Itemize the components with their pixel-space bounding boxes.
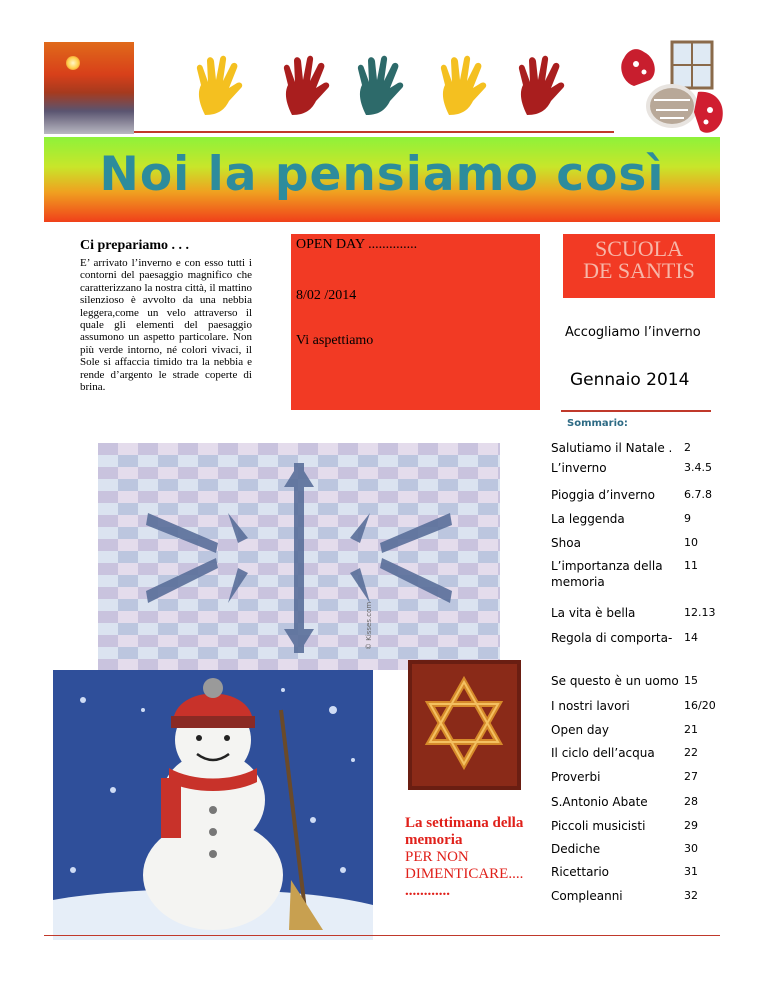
memoria-line3: ............ bbox=[405, 883, 450, 899]
toc-item-label[interactable]: L’importanza della memoria bbox=[551, 559, 663, 589]
teal-hand-icon bbox=[354, 55, 406, 117]
toc-item-label[interactable]: S.Antonio Abate bbox=[551, 795, 648, 809]
snowflake-image bbox=[98, 443, 500, 670]
memoria-line1: La settimana della memoria bbox=[405, 815, 524, 848]
image-credit bbox=[365, 638, 373, 650]
toc-item-page: 9 bbox=[684, 512, 691, 525]
toc-item-page: 22 bbox=[684, 746, 698, 759]
toc-item-page: 21 bbox=[684, 723, 698, 736]
toc-item-label[interactable]: Pioggia d’inverno bbox=[551, 488, 655, 502]
toc-item-label[interactable]: Dediche bbox=[551, 842, 601, 856]
toc-item-page: 28 bbox=[684, 795, 698, 808]
toc-item-page: 29 bbox=[684, 819, 698, 832]
red-hand-icon bbox=[280, 55, 332, 117]
toc-item-page: 32 bbox=[684, 889, 698, 902]
article-heading: Ci prepariamo . . . bbox=[80, 238, 190, 253]
article-body: E’ arrivato l’inverno e con esso tutti i contorni del paesaggio magnifico che caratterizzano la nostra città, il mattino silenzioso è avvolto da una nebbia leggera,come un velo attraverso il quale gli elementi del paesaggio assumono un aspetto particolare. Non più verde intorno, né colori vivaci, il Sole si affaccia timido tra la nebbia e rende d’argento le strade coperte di brina. bbox=[80, 257, 252, 394]
memoria-callout bbox=[405, 815, 535, 900]
toc-item-page: 2 bbox=[684, 441, 691, 454]
toc-item-page: 6.7.8 bbox=[684, 488, 712, 501]
footer-divider bbox=[44, 935, 720, 936]
toc-item-label[interactable]: Regola di comporta- bbox=[551, 631, 673, 645]
toc-item-page: 3.4.5 bbox=[684, 461, 712, 474]
toc-item-label[interactable]: Il ciclo dell’acqua bbox=[551, 746, 655, 760]
toc-item-label[interactable]: Open day bbox=[551, 723, 609, 737]
school-name-line2: DE SANTIS bbox=[583, 258, 695, 283]
issue-date: Gennaio 2014 bbox=[570, 370, 690, 390]
toc-item-label[interactable]: I nostri lavori bbox=[551, 699, 630, 713]
red-hand-icon bbox=[515, 55, 567, 117]
toc-item-page: 11 bbox=[684, 559, 698, 572]
toc-item-label[interactable]: La leggenda bbox=[551, 512, 625, 526]
toc-item-label[interactable]: Piccoli musicisti bbox=[551, 819, 646, 833]
pinecone-mitten-image bbox=[614, 40, 732, 138]
toc-item-page: 27 bbox=[684, 770, 698, 783]
toc-item-label[interactable]: L’inverno bbox=[551, 461, 607, 475]
motto: Accogliamo l’inverno bbox=[565, 325, 701, 340]
star-of-david-image bbox=[408, 660, 521, 790]
page-title: Noi la pensiamo così bbox=[99, 147, 665, 202]
toc-item-label[interactable]: Se questo è un uomo bbox=[551, 674, 679, 688]
openday-box bbox=[291, 234, 540, 410]
school-name-box bbox=[563, 234, 715, 298]
toc-item-page: 15 bbox=[684, 674, 698, 687]
toc-item-page: 16/20 bbox=[684, 699, 716, 712]
memoria-line2: PER NON DIMENTICARE.... bbox=[405, 849, 524, 882]
toc-item-page: 12.13 bbox=[684, 606, 716, 619]
toc-item-label[interactable]: Salutiamo il Natale . bbox=[551, 441, 673, 455]
issue-divider bbox=[561, 410, 711, 412]
toc-item-page: 10 bbox=[684, 536, 698, 549]
toc-item-page: 30 bbox=[684, 842, 698, 855]
toc-item-page: 14 bbox=[684, 631, 698, 644]
toc-item-label[interactable]: Shoa bbox=[551, 536, 581, 550]
title-banner bbox=[44, 137, 720, 222]
school-name-line1: SCUOLA bbox=[594, 236, 683, 261]
sunset-image bbox=[44, 42, 134, 134]
openday-date: 8/02 /2014 bbox=[296, 288, 357, 303]
header-divider bbox=[134, 131, 614, 133]
toc-item-label[interactable]: Compleanni bbox=[551, 889, 623, 903]
snowman-image bbox=[53, 670, 373, 940]
yellow-hand-icon bbox=[193, 55, 245, 117]
toc-item-label[interactable]: Ricettario bbox=[551, 865, 610, 879]
yellow-hand-icon bbox=[437, 55, 489, 117]
toc-item-label[interactable]: La vita è bella bbox=[551, 606, 636, 620]
openday-title: OPEN DAY .............. bbox=[296, 237, 418, 252]
toc-item-label[interactable]: Proverbi bbox=[551, 770, 601, 784]
toc-item-page: 31 bbox=[684, 865, 698, 878]
sommario-title: Sommario: bbox=[567, 418, 628, 429]
openday-invite: Vi aspettiamo bbox=[296, 333, 374, 348]
